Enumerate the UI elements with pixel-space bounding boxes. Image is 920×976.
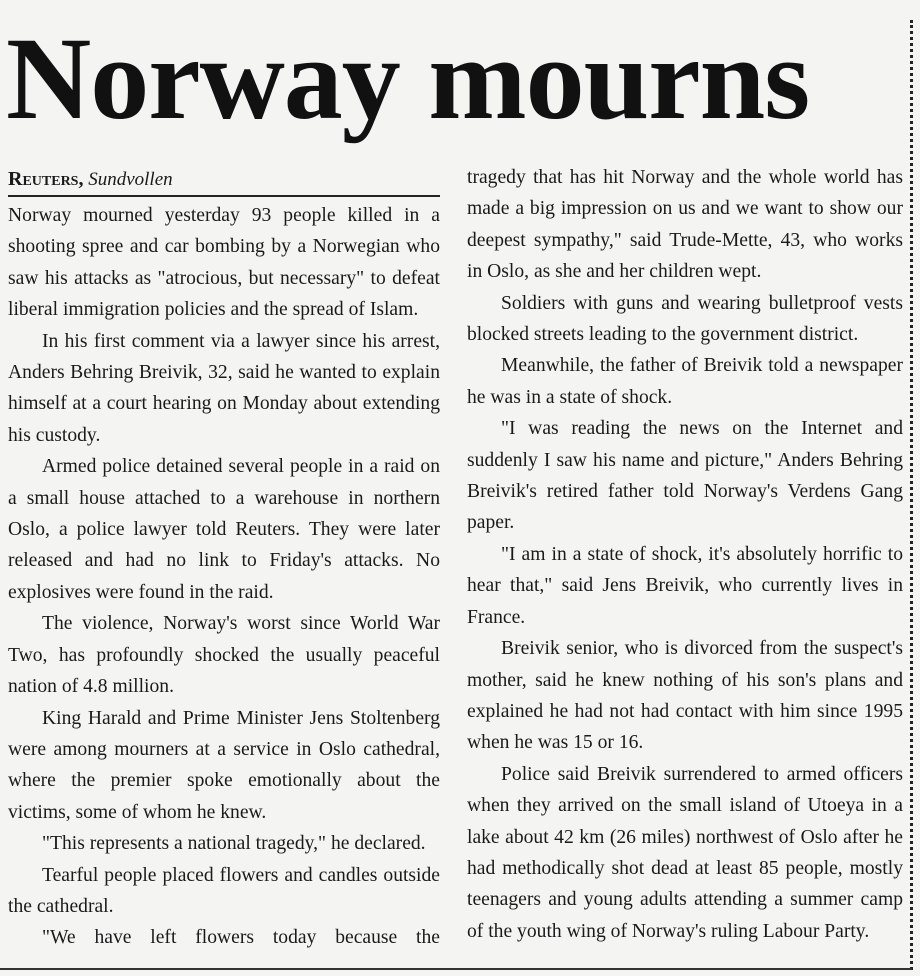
byline: [8, 168, 440, 197]
paragraph: "I was reading the news on the Internet and suddenly I saw his name and picture," Anders Behring Breivik's retired father told Norway's Verdens Gang paper.: [467, 418, 903, 534]
byline-place: Sundvollen: [88, 169, 173, 190]
article-column-left: [8, 200, 440, 954]
paragraph: Police said Breivik surrendered to armed officers when they arrived on the small island of Utoeya in a lake about 42 km (26 miles) northwest of Oslo after he had methodically shot dead at least 85 people, mostly teenagers and young adults attending a summer camp of the youth wing of Norway's ruling Labour Party.: [467, 763, 903, 942]
paragraph: "I am in a state of shock, it's absolutely horrific to hear that," said Jens Breivik, who currently lives in France.: [467, 543, 903, 628]
paragraph: Meanwhile, the father of Breivik told a newspaper he was in a state of shock.: [467, 355, 903, 408]
paragraph: "We have left flowers today because the: [42, 927, 440, 949]
paragraph: In his first comment via a lawyer since his arrest, Anders Behring Breivik, 32, said he wanted to explain himself at a court hearing on Monday about extending his custody.: [8, 330, 440, 446]
headline: Norway mourns: [6, 13, 810, 144]
byline-agency: Reuters,: [8, 168, 84, 190]
paragraph: The violence, Norway's worst since World War Two, has profoundly shocked the usually peaceful nation of 4.8 million.: [8, 613, 440, 698]
article-column-right: [467, 162, 903, 947]
paragraph: Armed police detained several people in a raid on a small house attached to a warehouse in northern Oslo, a police lawyer told Reuters. They were later released and had no link to Friday's attacks. No explosives were found in the raid.: [8, 456, 440, 603]
dotted-divider: [910, 20, 913, 970]
paragraph: Breivik senior, who is divorced from the suspect's mother, said he knew nothing of his son's plans and explained he had not had contact with him since 1995 when he was 15 or 16.: [467, 638, 903, 754]
paragraph: Tearful people placed flowers and candles outside the cathedral.: [8, 864, 440, 917]
bottom-rule: [0, 968, 912, 970]
paragraph: tragedy that has hit Norway and the whole world has made a big impression on us and we want to show our deepest sympathy," said Trude-Mette, 43, who works in Oslo, as she and her children wept.: [467, 167, 903, 283]
paragraph: King Harald and Prime Minister Jens Stoltenberg were among mourners at a service in Oslo cathedral, where the premier spoke emotionally about the victims, some of whom he knew.: [8, 707, 440, 823]
paragraph: Norway mourned yesterday 93 people killed in a shooting spree and car bombing by a Norwegian who saw his attacks as "atrocious, but necessary" to defeat liberal immigration policies and the spread of Islam.: [8, 205, 440, 321]
paragraph: Soldiers with guns and wearing bulletproof vests blocked streets leading to the government district.: [467, 292, 903, 346]
paragraph: "This represents a national tragedy," he declared.: [42, 833, 426, 855]
